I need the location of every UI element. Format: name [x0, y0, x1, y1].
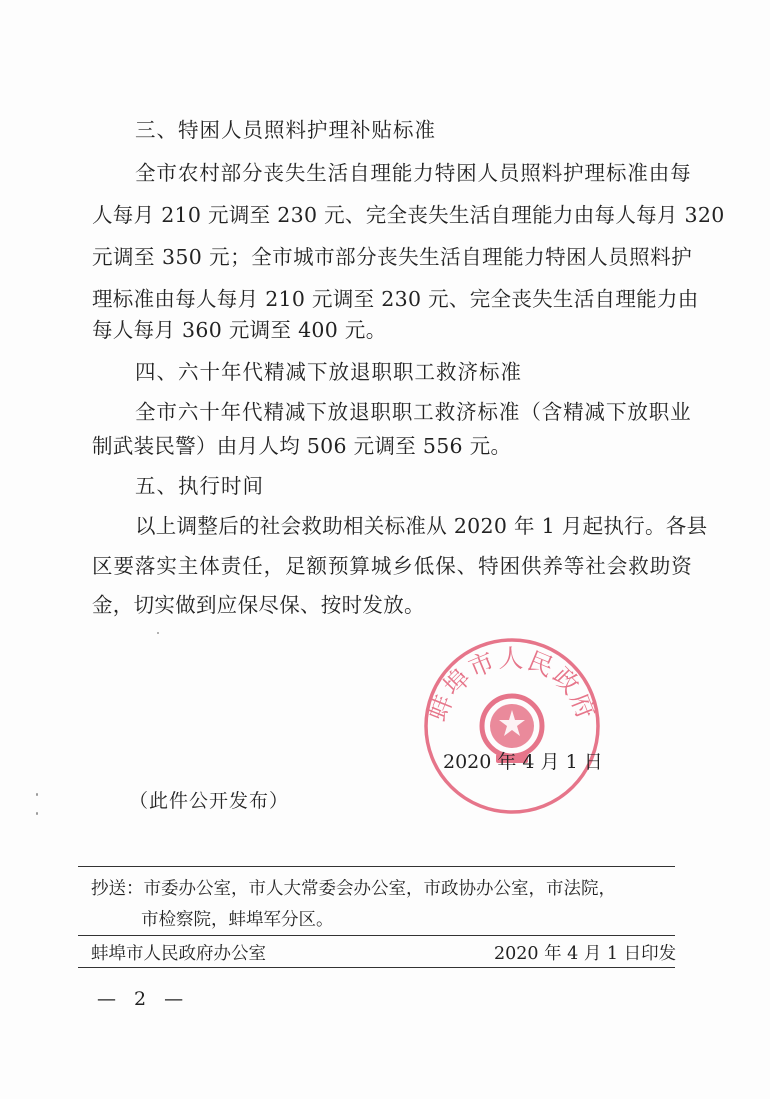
paragraph-line: 全市六十年代精减下放退职职工救济标准（含精减下放职业: [135, 400, 691, 424]
section-heading-relief-standard: 四、六十年代精减下放退职职工救济标准: [135, 360, 522, 384]
cc-line: 市检察院，蚌埠军分区。: [141, 910, 334, 930]
signature-date: 2020 年 4 月 1 日: [443, 751, 603, 773]
cc-line: 抄送：市委办公室，市人大常委会办公室，市政协办公室，市法院，: [91, 879, 616, 899]
seal-text: 蚌埠市人民政府: [422, 644, 602, 725]
paragraph-line: 全市农村部分丧失生活自理能力特困人员照料护理标准由每: [135, 161, 691, 185]
paragraph-line: 理标准由每人每月 210 元调至 230 元、完全丧失生活自理能力由: [92, 287, 699, 311]
issue-date: 2020 年 4 月 1 日印发: [494, 944, 677, 964]
issuing-office: 蚌埠市人民政府办公室: [91, 944, 266, 964]
paragraph-line: 每人每月 360 元调至 400 元。: [92, 318, 387, 342]
page-number: — 2 —: [97, 988, 190, 1010]
paragraph-line: 以上调整后的社会救助相关标准从 2020 年 1 月起执行。各县: [135, 514, 708, 538]
paragraph-line: 金，切实做到应保尽保、按时发放。: [92, 593, 425, 617]
public-release-notice: （此件公开发布）: [129, 790, 290, 812]
paragraph-line: 制武装民警）由月人均 506 元调至 556 元。: [92, 434, 512, 458]
section-heading-effective-time: 五、执行时间: [135, 474, 264, 498]
scan-speck: [36, 793, 38, 796]
scan-speck: [157, 632, 159, 634]
paragraph-line: 元调至 350 元；全市城市部分丧失生活自理能力特困人员照料护: [92, 245, 692, 269]
footer-rule-middle: [78, 935, 675, 936]
paragraph-line: 区要落实主体责任，足额预算城乡低保、特困供养等社会救助资: [92, 554, 692, 578]
footer-rule-bottom: [78, 967, 675, 968]
scan-speck: [36, 812, 38, 815]
section-heading-care-subsidy: 三、特困人员照料护理补贴标准: [135, 118, 436, 142]
paragraph-line: 人每月 210 元调至 230 元、完全丧失生活自理能力由每人每月 320: [92, 203, 725, 227]
official-seal: [422, 636, 602, 816]
footer-rule-top: [78, 866, 675, 867]
